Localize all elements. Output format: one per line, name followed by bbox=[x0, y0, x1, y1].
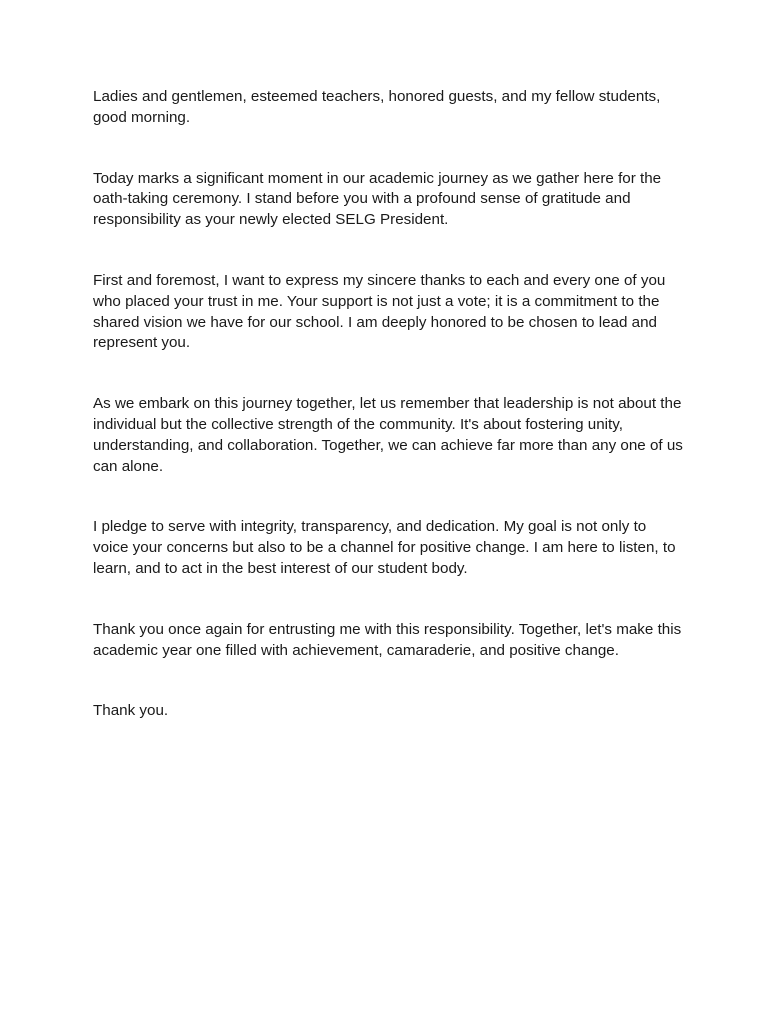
paragraph-final-thanks: Thank you. bbox=[93, 702, 169, 720]
paragraph-thanks: First and foremost, I want to express my sincere thanks to each and every one of you who placed your trust in me. Your support is not just a vote; it is a commitment to the shared vision we have for our school. I am deeply honored to be chosen to lead and represent you. bbox=[93, 271, 666, 352]
paragraph-greeting: Ladies and gentlemen, esteemed teachers, honored guests, and my fellow students, good morning. bbox=[93, 88, 661, 126]
paragraph-leadership: As we embark on this journey together, let us remember that leadership is not about the individual but the collective strength of the community. It's about fostering unity, understanding, and collaboration. Together, we can achieve far more than any one of us can alone. bbox=[93, 395, 683, 475]
paragraph-introduction: Today marks a significant moment in our academic journey as we gather here for the oath-taking ceremony. I stand before you with a profound sense of gratitude and responsibility as your newly elected SELG President. bbox=[93, 169, 662, 229]
paragraph-pledge: I pledge to serve with integrity, transparency, and dedication. My goal is not only to voice your concerns but also to be a channel for positive change. I am here to listen, to learn, and to act in the best interest of our student body. bbox=[93, 518, 676, 577]
speech-body bbox=[93, 87, 683, 722]
paragraph-closing: Thank you once again for entrusting me with this responsibility. Together, let's make this academic year one filled with achievement, camaraderie, and positive change. bbox=[93, 620, 682, 659]
